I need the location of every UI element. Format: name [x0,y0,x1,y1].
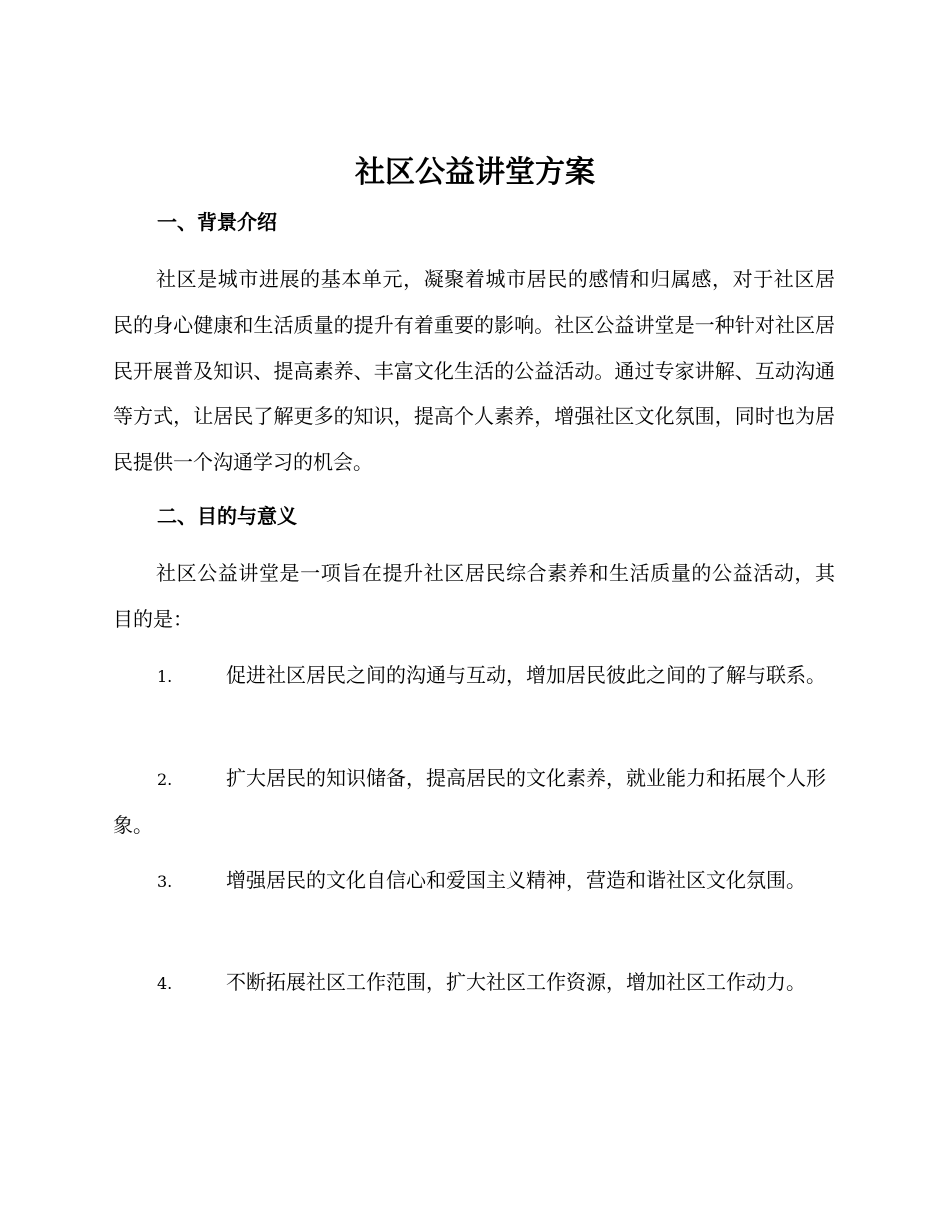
list-item [113,858,835,905]
list-item-text: 扩大居民的知识储备，提高居民的文化素养，就业能力和拓展个人形象。 [113,766,826,837]
section-heading-background: 一、背景介绍 [157,210,277,234]
list-item-number: 2. [157,770,173,789]
list-item-number: 1. [157,667,173,686]
list-item [113,960,835,1007]
list-item-text: 不断拓展社区工作范围，扩大社区工作资源，增加社区工作动力。 [226,970,806,994]
list-item-number: 3. [157,872,173,891]
list-item-text: 促进社区居民之间的沟通与互动，增加居民彼此之间的了解与联系。 [226,663,826,687]
list-item [113,756,835,849]
list-item [113,653,835,700]
document-title: 社区公益讲堂方案 [355,155,595,190]
list-item-text: 增强居民的文化自信心和爱国主义精神，营造和谐社区文化氛围。 [226,868,806,892]
list-item-number: 4. [157,974,173,993]
purpose-paragraph: 社区公益讲堂是一项旨在提升社区居民综合素养和生活质量的公益活动，其目的是： [113,561,835,631]
section-heading-purpose: 二、目的与意义 [157,504,297,528]
background-paragraph: 社区是城市进展的基本单元，凝聚着城市居民的感情和归属感，对于社区居民的身心健康和生活质量的提升有着重要的影响。社区公益讲堂是一种针对社区居民开展普及知识、提高素养、丰富文化生活的公益活动。通过专家讲解、互动沟通等方式，让居民了解更多的知识，提高个人素养，增强社区文化氛围，同时也为居民提供一个沟通学习的机会。 [113,267,835,475]
